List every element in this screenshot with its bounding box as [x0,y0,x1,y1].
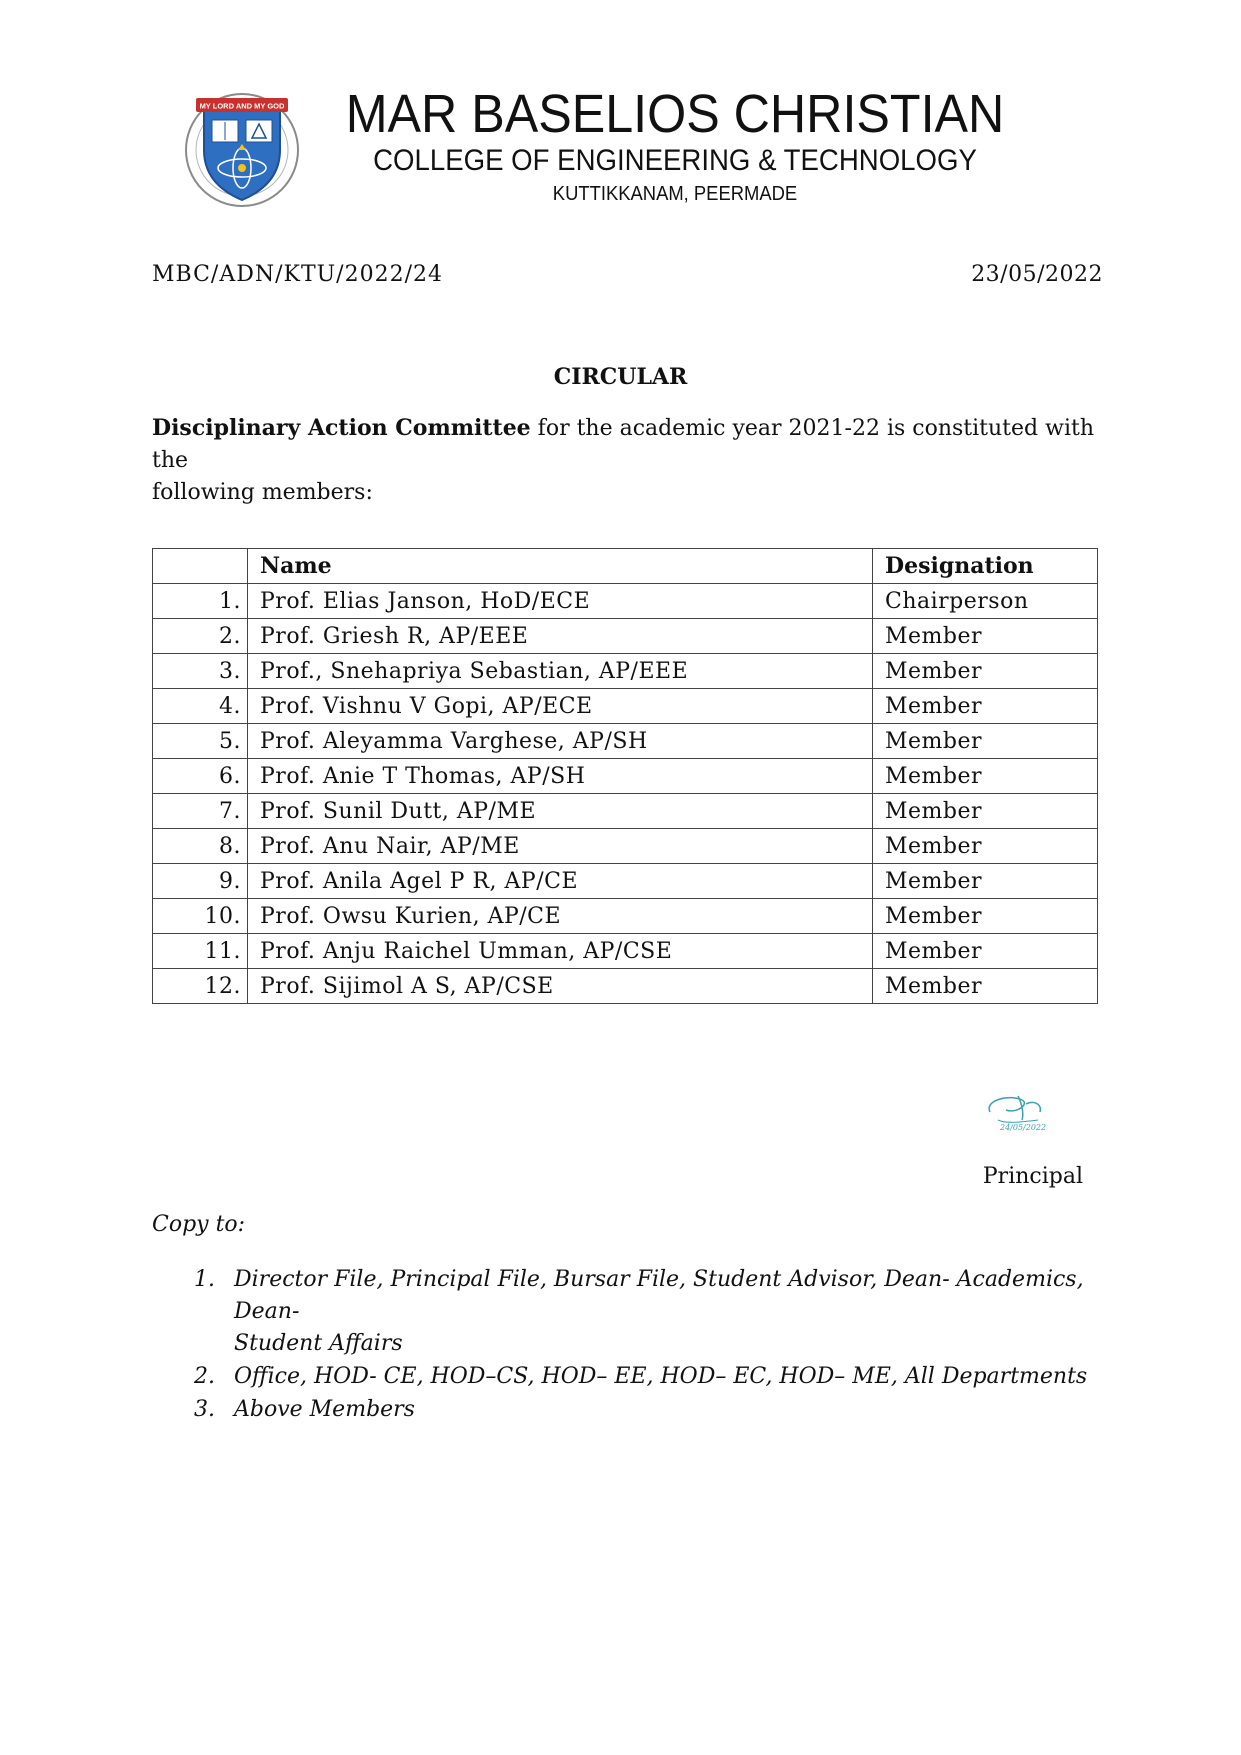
member-name: Prof. Anu Nair, AP/ME [248,829,873,864]
row-num: 3. [153,654,248,689]
intro-text-line2: following members: [152,480,373,505]
list-item [152,1394,1098,1426]
member-name: Prof. Anie T Thomas, AP/SH [248,759,873,794]
member-name: Prof. Sijimol A S, AP/CSE [248,969,873,1004]
table-row [153,689,1098,724]
copy-to-label: Copy to: [152,1212,246,1237]
signature-icon [982,1090,1066,1134]
svg-text:24/05/2022: 24/05/2022 [1000,1123,1047,1132]
member-name: Prof. Aleyamma Varghese, AP/SH [248,724,873,759]
member-name: Prof., Snehapriya Sebastian, AP/EEE [248,654,873,689]
circular-date: 23/05/2022 [971,262,1103,287]
row-num: 4. [153,689,248,724]
list-item-text: Director File, Principal File, Bursar File, Student Advisor, Dean- Academics, Dean- [234,1267,1084,1324]
svg-text:MY LORD AND MY GOD: MY LORD AND MY GOD [199,101,285,111]
reference-number: MBC/ADN/KTU/2022/24 [152,262,443,287]
table-row [153,794,1098,829]
circular-title: CIRCULAR [553,364,688,390]
row-num: 11. [153,934,248,969]
table-row [153,584,1098,619]
row-num: 12. [153,969,248,1004]
table-header-row [153,549,1098,584]
member-designation: Member [873,864,1098,899]
list-item [152,1361,1098,1393]
member-designation: Member [873,899,1098,934]
table-row [153,864,1098,899]
member-name: Prof. Anila Agel P R, AP/CE [248,864,873,899]
row-num: 6. [153,759,248,794]
table-row [153,619,1098,654]
row-num: 10. [153,899,248,934]
table-row [153,759,1098,794]
list-item-number: 2. [194,1364,215,1389]
letterhead [180,84,1040,209]
header-num [153,549,248,584]
member-designation: Member [873,829,1098,864]
row-num: 8. [153,829,248,864]
member-name: Prof. Vishnu V Gopi, AP/ECE [248,689,873,724]
table-row [153,724,1098,759]
copy-to-list [152,1264,1098,1427]
member-designation: Member [873,689,1098,724]
member-designation: Member [873,654,1098,689]
member-designation: Member [873,759,1098,794]
member-name: Prof. Elias Janson, HoD/ECE [248,584,873,619]
member-designation: Member [873,934,1098,969]
list-item-text-cont: Student Affairs [234,1331,403,1356]
row-num: 5. [153,724,248,759]
intro-text-line1: for the academic year 2021-22 is constituted with the [152,416,1094,473]
header-name: Name [248,549,873,584]
signatory-title: Principal [982,1164,1083,1189]
member-name: Prof. Anju Raichel Umman, AP/CSE [248,934,873,969]
table-row [153,899,1098,934]
row-num: 2. [153,619,248,654]
member-designation: Member [873,794,1098,829]
member-designation: Member [873,969,1098,1004]
college-seal-icon [180,88,305,210]
row-num: 7. [153,794,248,829]
college-location: KUTTIKKANAM, PEERMADE [552,183,798,205]
members-table [152,548,1098,1004]
member-designation: Member [873,619,1098,654]
table-row [153,969,1098,1004]
college-subtitle: COLLEGE OF ENGINEERING & TECHNOLOGY [373,144,977,177]
table-row [153,654,1098,689]
college-name: MAR BASELIOS CHRISTIAN [345,84,1005,144]
list-item-number: 1. [194,1267,215,1292]
committee-name: Disciplinary Action Committee [152,415,531,441]
member-designation: Chairperson [873,584,1098,619]
member-designation: Member [873,724,1098,759]
list-item-number: 3. [194,1397,215,1422]
list-item-text: Office, HOD- CE, HOD–CS, HOD– EE, HOD– EC, HOD– ME, All Departments [234,1364,1088,1389]
member-name: Prof. Owsu Kurien, AP/CE [248,899,873,934]
member-name: Prof. Sunil Dutt, AP/ME [248,794,873,829]
list-item-text: Above Members [234,1397,415,1422]
member-name: Prof. Griesh R, AP/EEE [248,619,873,654]
list-item [152,1264,1098,1360]
row-num: 1. [153,584,248,619]
header-designation: Designation [873,549,1098,584]
row-num: 9. [153,864,248,899]
table-row [153,934,1098,969]
intro-paragraph [152,412,1102,509]
table-row [153,829,1098,864]
